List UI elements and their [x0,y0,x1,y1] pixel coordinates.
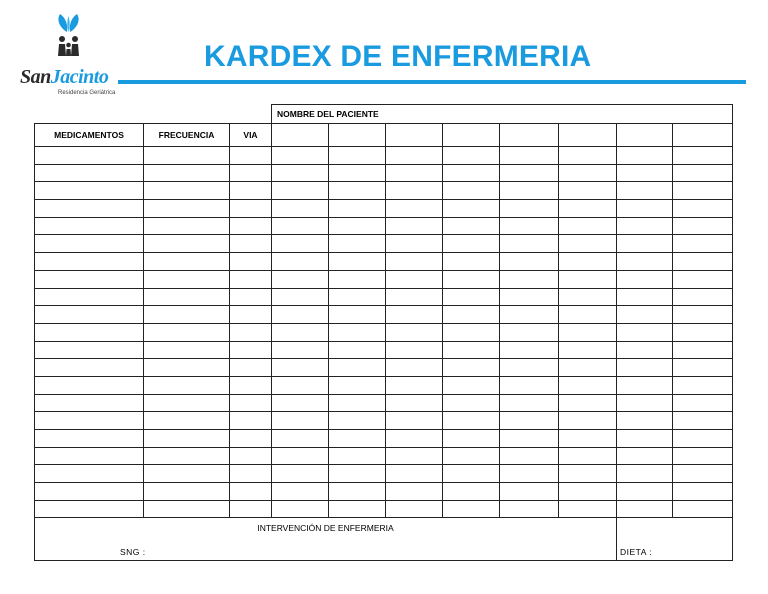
table-cell[interactable] [272,447,329,465]
table-cell[interactable] [500,235,559,253]
table-cell[interactable] [272,288,329,306]
table-cell[interactable] [500,394,559,412]
table-cell[interactable] [35,270,144,288]
table-row [35,235,733,253]
table-cell[interactable] [230,217,272,235]
table-cell[interactable] [144,376,230,394]
table-header-row [35,124,733,147]
table-cell[interactable] [443,430,500,448]
table-row [35,288,733,306]
table-cell[interactable] [500,447,559,465]
table-cell[interactable] [617,412,673,430]
table-cell[interactable] [617,270,673,288]
table-cell[interactable] [329,147,386,165]
table-cell[interactable] [673,200,733,218]
table-cell[interactable] [673,323,733,341]
table-cell[interactable] [35,182,144,200]
table-cell[interactable] [144,288,230,306]
table-cell[interactable] [144,270,230,288]
table-cell[interactable] [443,270,500,288]
diet-label: DIETA : [620,547,653,558]
table-cell[interactable] [386,323,443,341]
table-cell[interactable] [272,376,329,394]
table-cell[interactable] [386,235,443,253]
table-cell[interactable] [230,465,272,483]
table-cell[interactable] [500,500,559,518]
table-cell[interactable] [500,217,559,235]
table-cell[interactable] [617,164,673,182]
table-cell[interactable] [617,341,673,359]
table-cell[interactable] [673,341,733,359]
col-header-frecuencia: FRECUENCIA [144,124,230,147]
day-column-header[interactable] [559,124,617,147]
table-row [35,341,733,359]
table-cell[interactable] [500,483,559,501]
table-cell[interactable] [500,288,559,306]
table-cell[interactable] [673,147,733,165]
table-cell[interactable] [329,217,386,235]
table-cell[interactable] [673,270,733,288]
table-cell[interactable] [617,447,673,465]
table-cell[interactable] [144,412,230,430]
table-cell[interactable] [673,376,733,394]
table-cell[interactable] [673,235,733,253]
table-cell[interactable] [386,182,443,200]
table-cell[interactable] [272,465,329,483]
table-cell[interactable] [617,182,673,200]
table-cell[interactable] [500,412,559,430]
table-cell[interactable] [35,164,144,182]
table-cell[interactable] [230,147,272,165]
table-cell[interactable] [500,182,559,200]
table-cell[interactable] [500,323,559,341]
table-cell[interactable] [559,306,617,324]
table-row [35,164,733,182]
table-cell[interactable] [272,235,329,253]
table-cell[interactable] [144,306,230,324]
table-cell[interactable] [673,306,733,324]
table-cell[interactable] [35,430,144,448]
table-cell[interactable] [230,394,272,412]
table-cell[interactable] [35,217,144,235]
table-cell[interactable] [673,447,733,465]
table-cell[interactable] [144,465,230,483]
table-row [35,483,733,501]
table-cell[interactable] [617,394,673,412]
day-column-header[interactable] [673,124,733,147]
page-title: KARDEX DE ENFERMERIA [204,40,592,73]
table-cell[interactable] [500,200,559,218]
table-cell[interactable] [230,288,272,306]
table-cell[interactable] [144,182,230,200]
table-cell[interactable] [559,288,617,306]
table-cell[interactable] [144,430,230,448]
table-cell[interactable] [329,483,386,501]
table-row [35,217,733,235]
table-cell[interactable] [230,430,272,448]
logo [20,12,120,94]
table-cell[interactable] [329,394,386,412]
table-cell[interactable] [329,359,386,377]
table-cell[interactable] [559,483,617,501]
table-cell[interactable] [144,341,230,359]
table-cell[interactable] [230,306,272,324]
table-cell[interactable] [144,200,230,218]
table-cell[interactable] [35,147,144,165]
table-cell[interactable] [144,359,230,377]
table-cell[interactable] [617,147,673,165]
table-cell[interactable] [559,200,617,218]
table-cell[interactable] [329,376,386,394]
table-row [35,376,733,394]
table-cell[interactable] [559,323,617,341]
table-cell[interactable] [443,253,500,271]
table-cell[interactable] [144,235,230,253]
table-cell[interactable] [386,465,443,483]
table-cell[interactable] [500,465,559,483]
table-row [35,412,733,430]
table-cell[interactable] [559,394,617,412]
table-cell[interactable] [559,465,617,483]
table-cell[interactable] [35,483,144,501]
col-header-medicamentos: MEDICAMENTOS [35,124,144,147]
table-cell[interactable] [386,412,443,430]
table-cell[interactable] [230,200,272,218]
table-cell[interactable] [386,483,443,501]
table-cell[interactable] [443,323,500,341]
table-cell[interactable] [272,412,329,430]
table-cell[interactable] [35,376,144,394]
table-cell[interactable] [35,200,144,218]
table-cell[interactable] [144,323,230,341]
table-cell[interactable] [272,306,329,324]
table-cell[interactable] [329,323,386,341]
table-cell[interactable] [230,500,272,518]
table-cell[interactable] [559,341,617,359]
footer-row [35,518,733,561]
title-divider [118,80,746,84]
table-cell[interactable] [272,217,329,235]
table-cell[interactable] [500,253,559,271]
table-cell[interactable] [329,306,386,324]
day-column-header[interactable] [500,124,559,147]
table-cell[interactable] [329,235,386,253]
table-cell[interactable] [272,200,329,218]
table-row [35,306,733,324]
table-cell[interactable] [272,483,329,501]
table-cell[interactable] [559,217,617,235]
table-cell[interactable] [386,164,443,182]
table-row [35,394,733,412]
table-cell[interactable] [35,253,144,271]
table-cell[interactable] [443,200,500,218]
table-cell[interactable] [230,412,272,430]
table-cell[interactable] [443,412,500,430]
patient-name-row [35,105,733,124]
table-cell[interactable] [272,430,329,448]
table-cell[interactable] [35,359,144,377]
table-cell[interactable] [35,447,144,465]
table-cell[interactable] [329,270,386,288]
table-cell[interactable] [272,394,329,412]
table-cell[interactable] [443,341,500,359]
table-cell[interactable] [386,253,443,271]
table-cell[interactable] [230,270,272,288]
table-cell[interactable] [386,500,443,518]
table-cell[interactable] [617,500,673,518]
table-cell[interactable] [500,430,559,448]
table-cell[interactable] [329,341,386,359]
table-cell[interactable] [443,288,500,306]
day-column-header[interactable] [443,124,500,147]
table-cell[interactable] [559,412,617,430]
table-cell[interactable] [329,430,386,448]
table-cell[interactable] [443,500,500,518]
table-cell[interactable] [329,500,386,518]
day-column-header[interactable] [386,124,443,147]
table-row [35,359,733,377]
table-row [35,253,733,271]
table-cell[interactable] [144,217,230,235]
intervention-label: INTERVENCIÓN DE ENFERMERIA [257,523,394,534]
table-cell[interactable] [559,147,617,165]
table-cell[interactable] [272,359,329,377]
table-cell[interactable] [272,147,329,165]
table-cell[interactable] [386,430,443,448]
table-cell[interactable] [443,394,500,412]
brand-tagline: Residencia Geriátrica [58,90,116,96]
table-row [35,147,733,165]
table-cell[interactable] [443,359,500,377]
table-row [35,270,733,288]
table-cell[interactable] [617,430,673,448]
table-cell[interactable] [230,182,272,200]
table-cell[interactable] [617,359,673,377]
table-cell[interactable] [673,483,733,501]
table-cell[interactable] [386,147,443,165]
table-cell[interactable] [386,288,443,306]
table-cell[interactable] [673,430,733,448]
table-cell[interactable] [329,447,386,465]
table-cell[interactable] [272,341,329,359]
table-cell[interactable] [329,412,386,430]
table-cell[interactable] [386,217,443,235]
table-cell[interactable] [617,306,673,324]
table-cell[interactable] [272,500,329,518]
table-cell[interactable] [35,288,144,306]
table-cell[interactable] [500,306,559,324]
table-cell[interactable] [230,253,272,271]
table-cell[interactable] [617,465,673,483]
table-cell[interactable] [144,164,230,182]
table-cell[interactable] [144,447,230,465]
table-cell[interactable] [386,359,443,377]
table-cell[interactable] [35,306,144,324]
table-cell[interactable] [230,376,272,394]
table-cell[interactable] [144,253,230,271]
table-cell[interactable] [617,376,673,394]
table-cell[interactable] [386,200,443,218]
table-cell[interactable] [230,359,272,377]
table-row [35,182,733,200]
table-cell[interactable] [617,288,673,306]
brand-name: SanJacinto [20,66,109,88]
table-cell[interactable] [500,359,559,377]
diet-cell[interactable] [617,518,733,561]
table-cell[interactable] [443,465,500,483]
table-cell[interactable] [673,217,733,235]
table-cell[interactable] [559,359,617,377]
table-cell[interactable] [617,217,673,235]
table-cell[interactable] [559,430,617,448]
table-row [35,447,733,465]
table-cell[interactable] [230,235,272,253]
table-cell[interactable] [617,235,673,253]
sng-label: SNG : [120,547,146,558]
table-cell[interactable] [329,164,386,182]
table-cell[interactable] [329,200,386,218]
table-cell[interactable] [673,412,733,430]
table-cell[interactable] [559,500,617,518]
table-cell[interactable] [673,359,733,377]
table-cell[interactable] [386,306,443,324]
patient-name-label[interactable]: NOMBRE DEL PACIENTE [272,105,733,124]
table-cell[interactable] [35,500,144,518]
table-cell[interactable] [500,341,559,359]
table-cell[interactable] [559,253,617,271]
day-column-header[interactable] [272,124,329,147]
table-cell[interactable] [443,447,500,465]
table-cell[interactable] [617,200,673,218]
table-cell[interactable] [500,147,559,165]
table-cell[interactable] [272,253,329,271]
table-body [35,147,733,518]
table-cell[interactable] [386,270,443,288]
table-row [35,465,733,483]
table-cell[interactable] [673,394,733,412]
table-cell[interactable] [386,394,443,412]
table-cell[interactable] [617,253,673,271]
table-row [35,500,733,518]
day-column-header[interactable] [617,124,673,147]
table-cell[interactable] [443,217,500,235]
table-cell[interactable] [443,164,500,182]
table-cell[interactable] [443,147,500,165]
table-cell[interactable] [230,164,272,182]
table-cell[interactable] [35,394,144,412]
table-cell[interactable] [329,253,386,271]
table-cell[interactable] [673,465,733,483]
table-cell[interactable] [617,483,673,501]
table-cell[interactable] [144,147,230,165]
table-cell[interactable] [230,447,272,465]
table-cell[interactable] [617,323,673,341]
table-cell[interactable] [443,483,500,501]
table-cell[interactable] [144,394,230,412]
table-cell[interactable] [386,376,443,394]
table-cell[interactable] [144,483,230,501]
table-cell[interactable] [673,182,733,200]
day-column-header[interactable] [329,124,386,147]
table-cell[interactable] [673,288,733,306]
table-cell[interactable] [443,235,500,253]
table-cell[interactable] [230,483,272,501]
table-cell[interactable] [272,164,329,182]
table-cell[interactable] [386,341,443,359]
table-cell[interactable] [329,288,386,306]
table-cell[interactable] [35,235,144,253]
table-cell[interactable] [559,447,617,465]
table-cell[interactable] [559,270,617,288]
table-cell[interactable] [443,182,500,200]
table-cell[interactable] [35,323,144,341]
kardex-table [34,104,733,561]
table-cell[interactable] [559,235,617,253]
table-cell[interactable] [673,500,733,518]
table-cell[interactable] [559,376,617,394]
table-row [35,323,733,341]
table-cell[interactable] [443,306,500,324]
table-cell[interactable] [559,164,617,182]
table-cell[interactable] [35,341,144,359]
table-cell[interactable] [386,447,443,465]
table-cell[interactable] [230,323,272,341]
table-cell[interactable] [673,253,733,271]
table-cell[interactable] [673,164,733,182]
table-cell[interactable] [272,270,329,288]
table-cell[interactable] [35,412,144,430]
table-cell[interactable] [500,164,559,182]
table-cell[interactable] [272,323,329,341]
table-cell[interactable] [559,182,617,200]
table-row [35,430,733,448]
family-plant-icon [20,12,120,68]
col-header-via: VIA [230,124,272,147]
table-row [35,200,733,218]
table-cell[interactable] [144,500,230,518]
table-cell[interactable] [272,182,329,200]
table-cell[interactable] [329,465,386,483]
table-cell[interactable] [500,270,559,288]
table-cell[interactable] [35,465,144,483]
table-cell[interactable] [500,376,559,394]
table-cell[interactable] [443,376,500,394]
intervention-cell[interactable] [35,518,617,561]
table-cell[interactable] [230,341,272,359]
table-cell[interactable] [329,182,386,200]
